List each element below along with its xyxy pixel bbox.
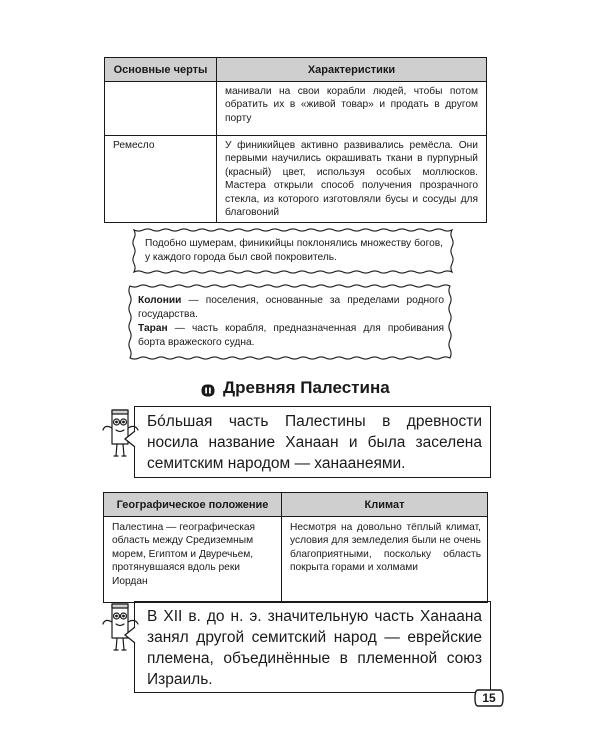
section-title: Древняя Палестина [223, 378, 390, 397]
page-number-badge [474, 689, 504, 707]
table-cell: Ремесло [105, 136, 217, 223]
info-box-israel-text: В XII в. до н. э. значительную часть Ханаана занял другой семитский народ — еврейские племена, объединённые в племенной союз Израиль. [147, 608, 482, 688]
term-colonies: Колонии [138, 295, 182, 306]
column-header: Характеристики [217, 58, 487, 82]
definition-colonies: — поселения, основанные за пределами родного государства. [138, 295, 444, 320]
table-header-row [104, 493, 488, 517]
table-row [104, 517, 488, 603]
definition-ram: — часть корабля, предназначенная для пробивания борта вражеского судна. [138, 323, 444, 348]
page-number: 15 [482, 691, 496, 706]
table-cell: Несмотря на довольно тёплый климат, условия для земледелия были не очень благоприятными, поскольку область покрыта горами и холмами [282, 517, 488, 603]
info-box-israel [134, 601, 491, 693]
table-cell: У финикийцев активно развивались ремёсла. Они первыми научились окрашивать ткани в пурпурный (красный) цвет, используя особых моллюсков. Мастера открыли способ получения прозрачного стекла, из которого изготовляли бусы и сосуды для благовоний [217, 136, 487, 223]
note-terms [138, 294, 444, 350]
table-cell: Палестина — географическая область между Средиземным морем, Египтом и Двуречьем, протянувшаяся вдоль реки Иордан [104, 517, 282, 603]
column-header: Климат [282, 493, 488, 517]
speech-pointer-icon [124, 430, 136, 448]
term-ram: Таран [138, 323, 168, 334]
palestine-table [103, 492, 488, 603]
table-cell: манивали на свои корабли людей, чтобы потом обратить их в «живой товар» и продать в другом порту [217, 82, 487, 136]
speech-pointer-icon [124, 626, 136, 644]
note-gods-text: Подобно шумерам, финикийцы поклонялись множеству богов, у каждого города был свой покровитель. [145, 238, 443, 263]
section-number-icon [201, 384, 215, 397]
info-box-canaan-text: Бóльшая часть Палестины в древности носила название Ханаан и была заселена семитским народом — ханаанеями. [147, 413, 482, 472]
column-header: Географическое положение [104, 493, 282, 517]
column-header: Основные черты [105, 58, 217, 82]
info-box-canaan [134, 406, 491, 478]
note-gods [145, 237, 443, 265]
